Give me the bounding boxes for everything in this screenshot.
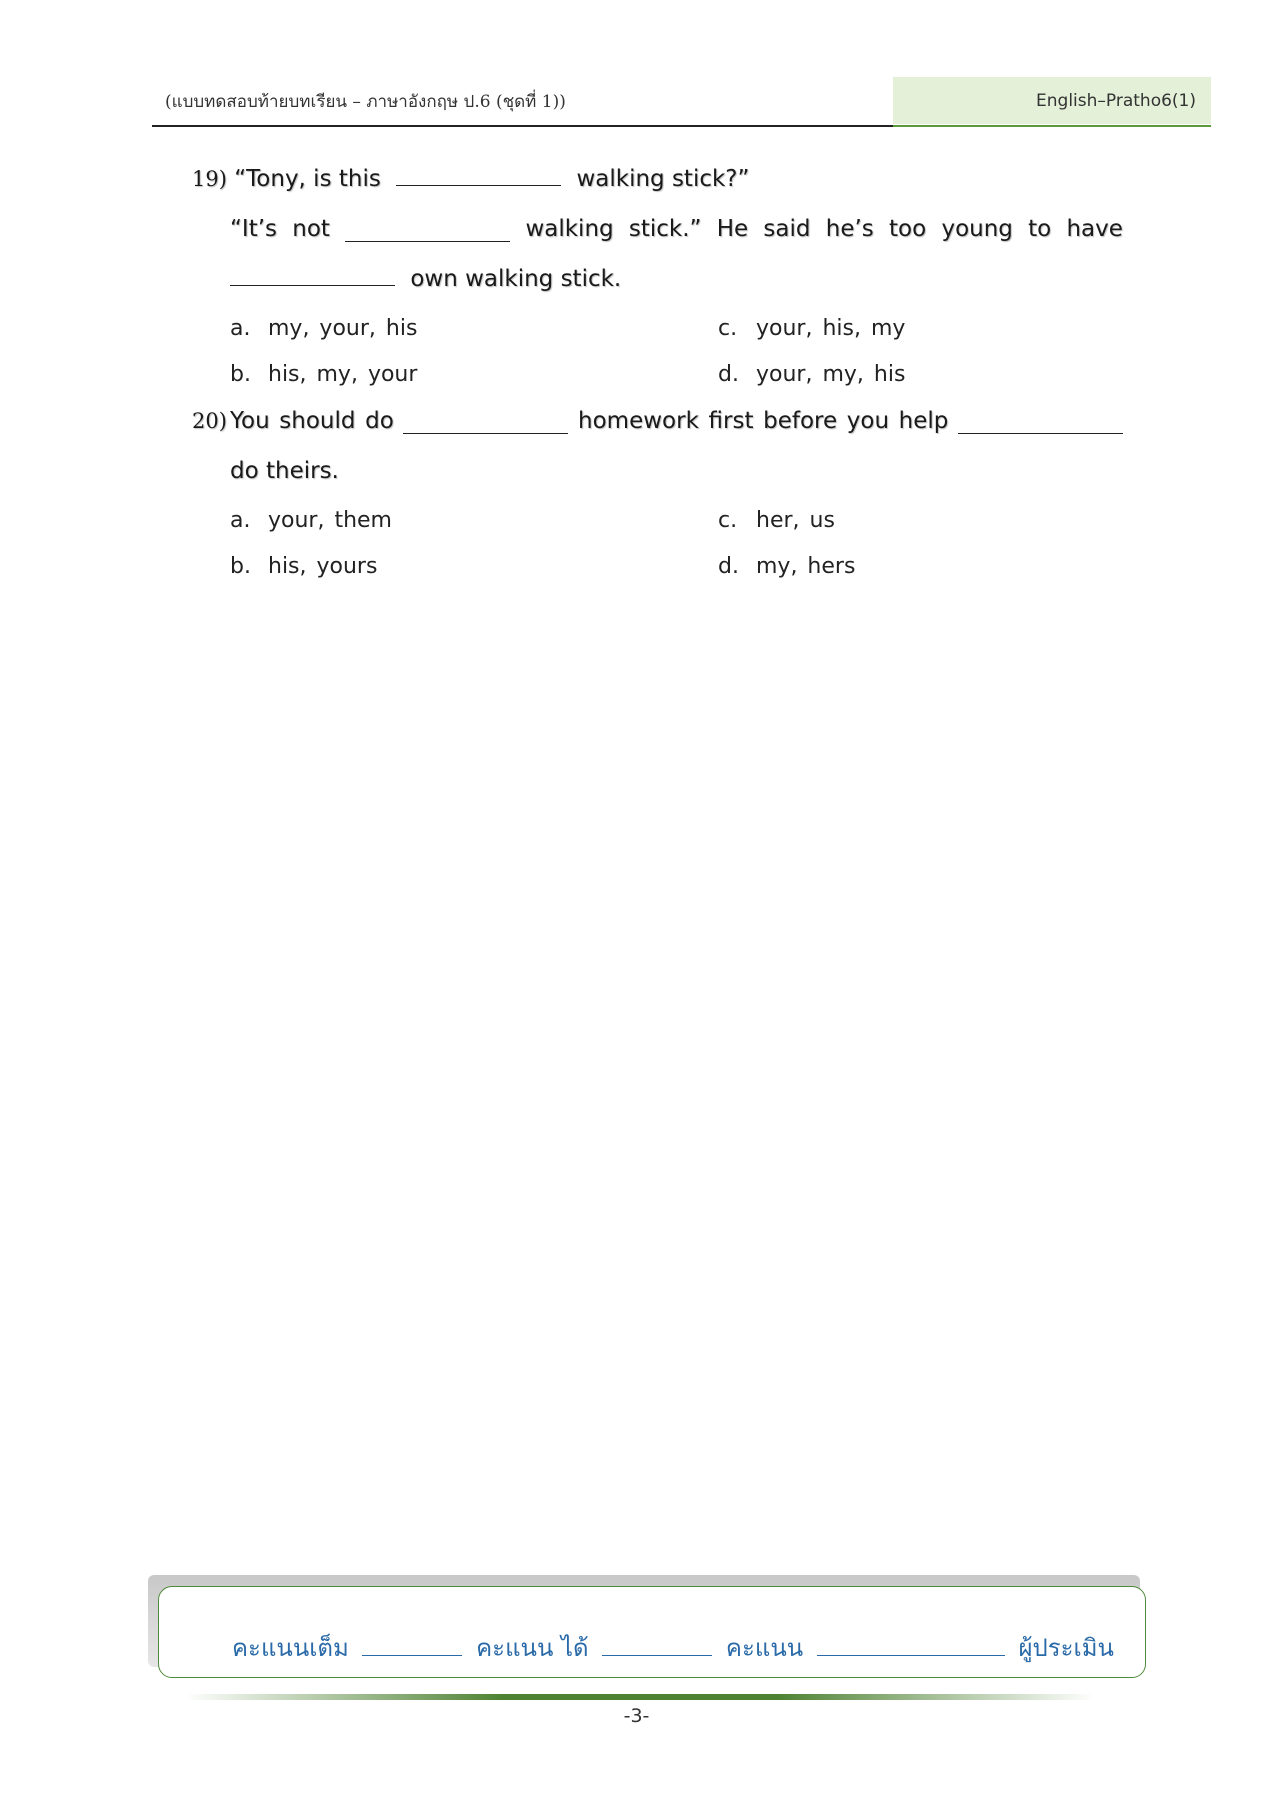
footer-divider: [185, 1694, 1095, 1700]
option-19-c[interactable]: [718, 316, 905, 341]
word: before: [763, 408, 838, 434]
question-19-text-b: walking stick?”: [576, 166, 750, 192]
score-unit-label: คะแนน: [725, 1634, 804, 1662]
header-tag-text: English–Pratho6(1): [1036, 90, 1196, 111]
option-20-a[interactable]: [230, 508, 392, 533]
word: He: [716, 216, 749, 242]
header-divider-accent: [893, 125, 1211, 127]
question-20-line-2: do theirs.: [230, 458, 339, 484]
question-19-line-3: [230, 266, 621, 292]
full-score-blank[interactable]: [362, 1654, 462, 1656]
option-19-d[interactable]: [718, 362, 905, 387]
word: homework: [578, 408, 699, 434]
assessor-label: ผู้ประเมิน: [1018, 1634, 1114, 1662]
page-number: -3-: [623, 1705, 650, 1727]
option-letter: a.: [230, 316, 251, 341]
question-19-line-2: [230, 216, 1123, 242]
word: You: [230, 408, 270, 434]
word: you: [846, 408, 890, 434]
word: should: [279, 408, 356, 434]
word: he’s: [825, 216, 874, 242]
option-20-d[interactable]: [718, 554, 855, 579]
question-20-line-1: [230, 408, 1123, 434]
score-line: [232, 1628, 1114, 1667]
answer-blank[interactable]: [396, 184, 561, 186]
word: first: [708, 408, 754, 434]
option-text: your, them: [268, 508, 392, 533]
answer-blank[interactable]: [958, 432, 1123, 434]
option-letter: c.: [718, 316, 738, 341]
option-letter: a.: [230, 508, 251, 533]
question-20-number-wrap: [192, 408, 227, 434]
got-score-label: คะแนน ได้: [476, 1634, 589, 1662]
option-text: my, your, his: [268, 316, 418, 341]
option-20-b[interactable]: [230, 554, 377, 579]
option-letter: b.: [230, 554, 251, 579]
word: not: [292, 216, 330, 242]
option-19-a[interactable]: [230, 316, 417, 341]
question-19-text-a: “Tony, is this: [234, 166, 381, 192]
option-letter: b.: [230, 362, 251, 387]
header-tag: [893, 77, 1211, 124]
option-text: his, my, your: [268, 362, 418, 387]
option-19-b[interactable]: [230, 362, 417, 387]
word: young: [941, 216, 1013, 242]
got-score-blank[interactable]: [602, 1654, 712, 1656]
word: help: [898, 408, 949, 434]
header-title: (แบบทดสอบท้ายบทเรียน – ภาษาอังกฤษ ป.6 (ชุดที่ 1)): [165, 92, 566, 112]
answer-blank[interactable]: [230, 284, 395, 286]
word: stick.”: [628, 216, 702, 242]
question-19-number: 19): [192, 167, 227, 191]
option-text: my, hers: [756, 554, 856, 579]
option-text: your, my, his: [756, 362, 906, 387]
option-text: your, his, my: [756, 316, 906, 341]
option-letter: d.: [718, 554, 739, 579]
word: said: [763, 216, 811, 242]
word: too: [889, 216, 927, 242]
word: have: [1066, 216, 1123, 242]
answer-blank[interactable]: [403, 432, 568, 434]
option-text: her, us: [756, 508, 835, 533]
full-score-label: คะแนนเต็ม: [232, 1634, 349, 1662]
word: do: [365, 408, 394, 434]
question-19-text-c: own walking stick.: [410, 266, 622, 292]
option-text: his, yours: [268, 554, 378, 579]
word: “It’s: [230, 216, 278, 242]
option-letter: d.: [718, 362, 739, 387]
question-20-number: 20): [192, 409, 227, 433]
word: walking: [525, 216, 614, 242]
option-letter: c.: [718, 508, 738, 533]
assessor-blank[interactable]: [817, 1654, 1005, 1656]
answer-blank[interactable]: [345, 240, 510, 242]
option-20-c[interactable]: [718, 508, 835, 533]
question-19-line-1: [192, 166, 749, 192]
word: to: [1028, 216, 1052, 242]
